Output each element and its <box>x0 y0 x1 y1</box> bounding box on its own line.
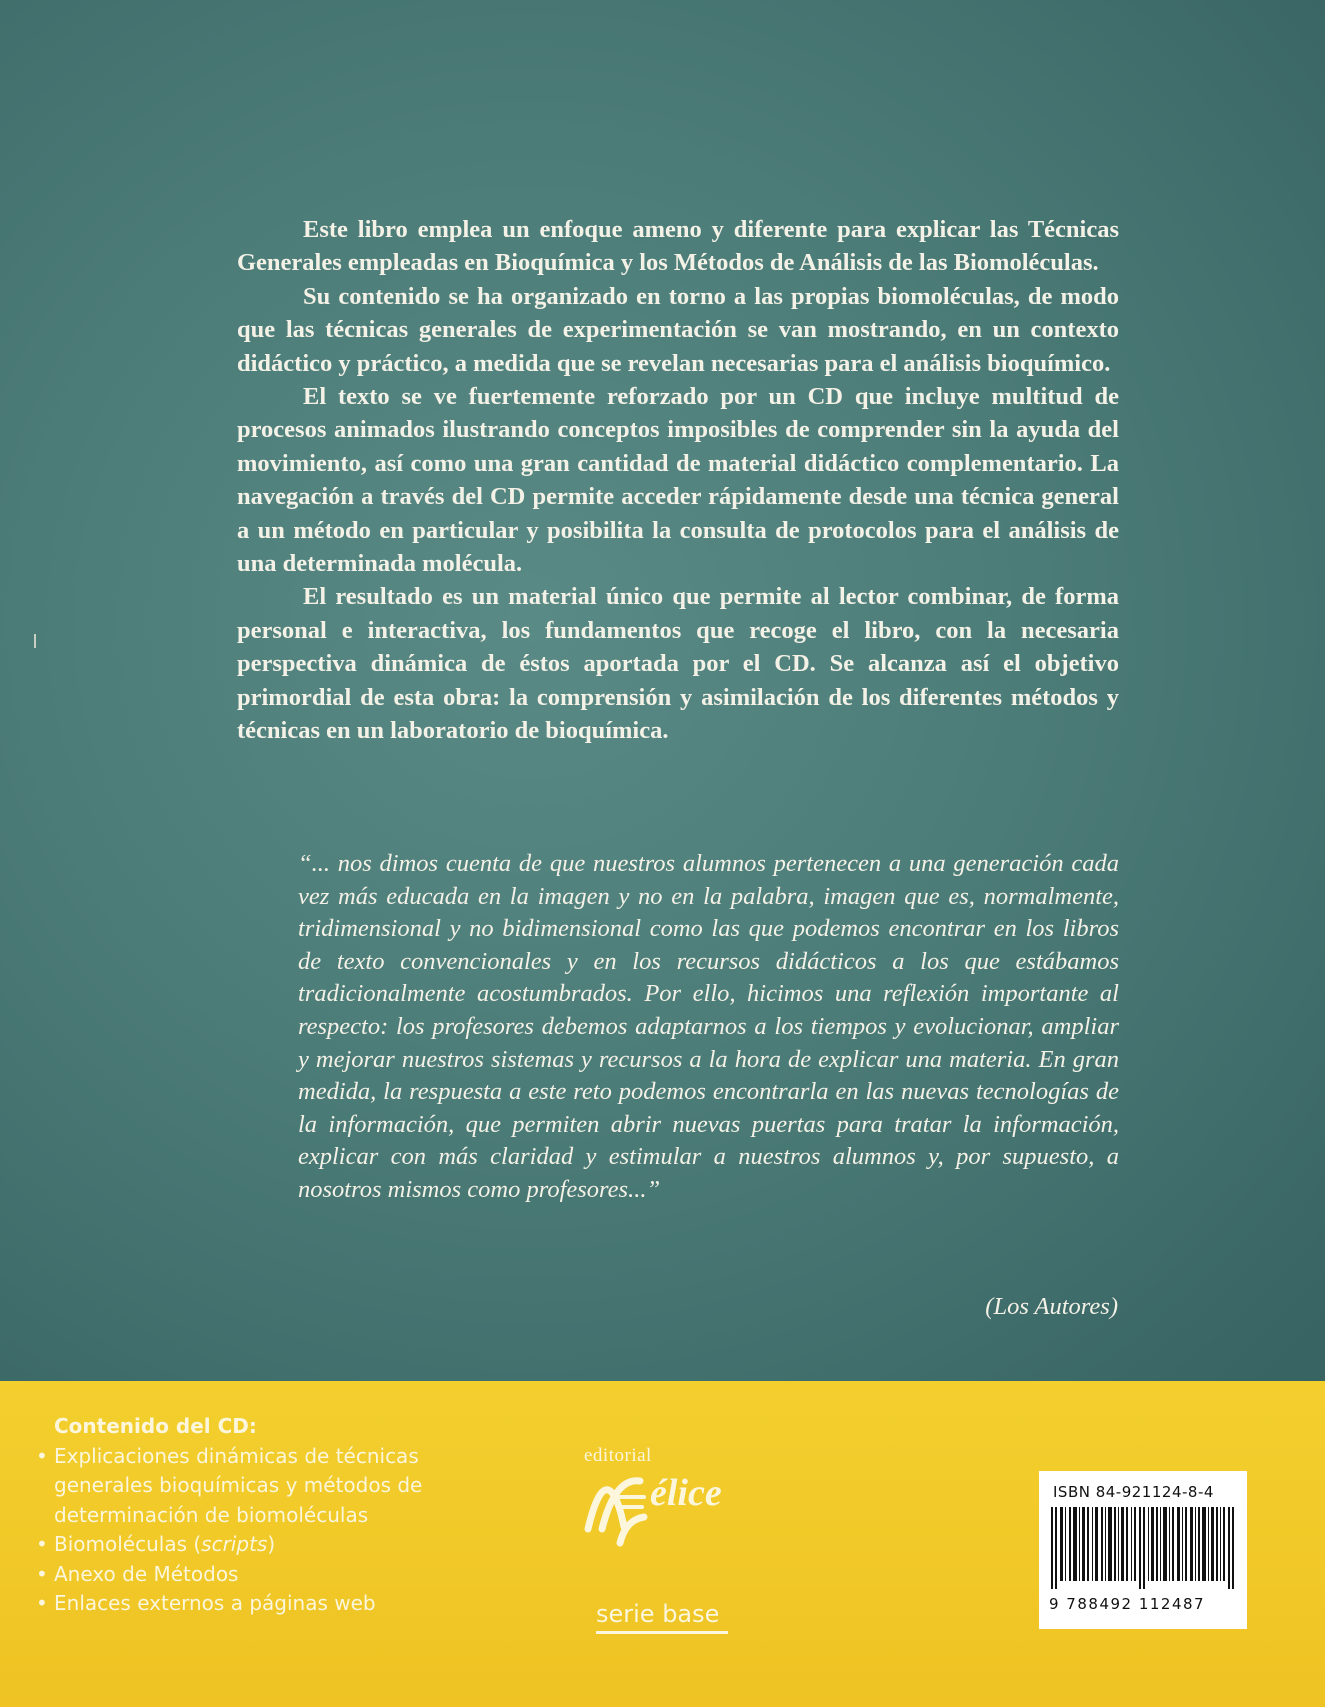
isbn-barcode-panel <box>1039 1471 1247 1629</box>
cd-item-text: Anexo de Métodos <box>54 1561 239 1586</box>
cd-contents-list <box>36 1442 496 1619</box>
bullet-icon: • <box>36 1561 48 1586</box>
book-description <box>237 213 1119 748</box>
cd-item-text: Explicaciones dinámicas de técnicas generales bioquímicas y métodos de determinación de biomoléculas <box>54 1443 423 1527</box>
cd-contents-item <box>36 1560 496 1590</box>
cd-contents-item <box>36 1589 496 1619</box>
description-paragraph-2: Su contenido se ha organizado en torno a las propias biomoléculas, de modo que las técnicas generales de experimentación se van mostrando, en un contexto didáctico y práctico, a medida que se revelan necesarias para el análisis bioquímico. <box>237 282 1119 377</box>
cd-contents-title: Contenido del CD: <box>54 1414 257 1438</box>
barcode-icon <box>1051 1507 1235 1589</box>
cd-item-tail: ) <box>267 1532 276 1556</box>
publisher-logo <box>580 1445 760 1645</box>
description-paragraph-3: El texto se ve fuertemente reforzado por un CD que incluye multitud de procesos animados ilustrando conceptos imposibles de comprender sin la ayuda del movimiento, así como una gran cantidad de material didáctico complementario. La navegación a través del CD permite acceder rápidamente desde una técnica general a un método en particular y posibilita la consulta de protocolos para el análisis de una determinada molécula. <box>237 383 1119 578</box>
description-paragraph-1: Este libro emplea un enfoque ameno y diferente para explicar las Técnicas Generales empleadas en Bioquímica y los Métodos de Análisis de las Biomoléculas. <box>237 216 1119 277</box>
publisher-name: élice <box>650 1472 722 1514</box>
series-underline <box>596 1631 728 1634</box>
barcode-digits: 9 788492 112487 <box>1049 1595 1206 1613</box>
cd-contents-item <box>36 1442 496 1531</box>
cd-contents-item <box>36 1530 496 1560</box>
bullet-icon: • <box>36 1532 48 1556</box>
cd-item-text: Enlaces externos a páginas web <box>54 1591 376 1615</box>
authors-quote <box>298 848 1119 1207</box>
bullet-icon: • <box>36 1591 48 1615</box>
series-name: serie base <box>596 1600 720 1628</box>
quote-attribution: (Los Autores) <box>985 1293 1118 1320</box>
cd-contents <box>36 1412 496 1619</box>
quote-text: “... nos dimos cuenta de que nuestros alumnos pertenecen a una generación cada vez más educada en la imagen y no en la palabra, imagen que es, normalmente, tridimensional y no bidimensional como las que podemos encontrar en los libros de texto convencionales y en los recursos didácticos a los que estábamos tradicionalmente acostumbrados. Por ello, hicimos una reflexión importante al respecto: los profesores debemos adaptarnos a los tiempos y evolucionar, ampliar y mejorar nuestros sistemas y recursos a la hora de explicar una materia. En gran medida, la respuesta a este reto podemos encontrarla en las nuevas tecnologías de la información, que permiten abrir nuevas puertas para tratar la información, explicar con más claridad y estimular a nuestros alumnos y, por supuesto, a nosotros mismos como profesores...” <box>298 850 1119 1203</box>
publisher-label: editorial <box>584 1445 652 1466</box>
bullet-icon: • <box>36 1443 48 1468</box>
isbn-label: ISBN 84-921124-8-4 <box>1053 1483 1214 1501</box>
edge-mark <box>34 634 36 648</box>
cd-item-emphasis: scripts <box>201 1532 268 1556</box>
cd-item-text: Biomoléculas ( <box>54 1532 202 1556</box>
description-paragraph-4: El resultado es un material único que permite al lector combinar, de forma personal e interactiva, los fundamentos que recoge el libro, con la necesaria perspectiva dinámica de éstos aportada por el CD. Se alcanza así el objetivo primordial de esta obra: la comprensión y asimilación de los diferentes métodos y técnicas en un laboratorio de bioquímica. <box>237 583 1119 745</box>
